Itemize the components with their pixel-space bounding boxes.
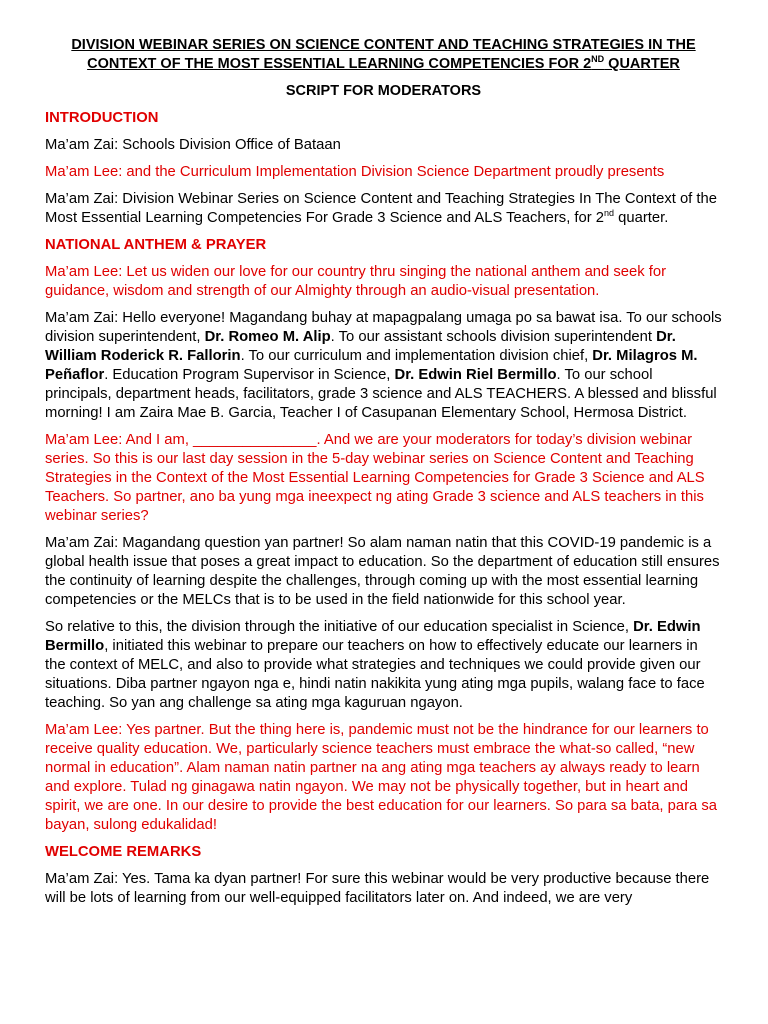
section-heading-introduction: INTRODUCTION xyxy=(45,110,159,126)
paragraph-zai-3: Ma’am Zai: Hello everyone! Magandang buhay at mapagpalang umaga po sa bawat isa. To our schools division superintendent, Dr. Romeo M. Alip. To our assistant schools division superintendent Dr. William Roderick R. Fallorin. To our curriculum and implementation division chief, Dr. Milagros M. Peñaflor. Education Program Supervisor in Science, Dr. Edwin Riel Bermillo. To our school principals, department heads, facilitators, grade 3 science and ALS TEACHERS. A blessed and blissful morning! I am Zaira Mae B. Garcia, Teacher I of Casupanan Elementary School, Hermosa District. xyxy=(45,310,722,421)
paragraph-lee-3: Ma’am Lee: And I am, _______________. And we are your moderators for today’s division webinar series. So this is our last day session in the 5-day webinar series on Science Content and Teaching Strategies in the Context of the Most Essential Learning Competencies for Grade 3 Science and ALS Teachers. So partner, ano ba yung mga ineexpect ng ating Grade 3 science and ALS teachers in this webinar series? xyxy=(45,432,705,524)
paragraph-lee-2: Ma’am Lee: Let us widen our love for our country thru singing the national anthem and seek for guidance, wisdom and strength of our Almighty through an audio-visual presentation. xyxy=(45,264,667,299)
paragraph-zai-5: Ma’am Zai: Yes. Tama ka dyan partner! For sure this webinar would be very productive because there will be lots of learning from our well-equipped facilitators later on. And indeed, we are very xyxy=(45,871,710,906)
paragraph-zai-4: Ma’am Zai: Magandang question yan partner! So alam naman natin that this COVID-19 pandemic is a global health issue that poses a great impact to education. So the department of education still ensures the continuity of learning despite the challenges, through coming up with the most essential learning competencies or the MELCs that is to be used in the field nationwide for this school year. xyxy=(45,535,720,608)
section-heading-welcome: WELCOME REMARKS xyxy=(45,844,202,860)
document-title xyxy=(45,36,722,74)
section-heading-anthem: NATIONAL ANTHEM & PRAYER xyxy=(45,237,267,253)
title-line-2: CONTEXT OF THE MOST ESSENTIAL LEARNING COMPETENCIES FOR 2ND QUARTER xyxy=(87,54,680,72)
paragraph-zai-2: Ma’am Zai: Division Webinar Series on Science Content and Teaching Strategies In The Context of the Most Essential Learning Competencies For Grade 3 Science and ALS Teachers, for 2nd quarter. xyxy=(45,191,717,226)
title-line-1: DIVISION WEBINAR SERIES ON SCIENCE CONTENT AND TEACHING STRATEGIES IN THE xyxy=(71,37,696,53)
document-subtitle: SCRIPT FOR MODERATORS xyxy=(285,83,482,99)
paragraph-zai-1: Ma’am Zai: Schools Division Office of Bataan xyxy=(45,137,341,153)
paragraph-relative: So relative to this, the division through the initiative of our education specialist in Science, Dr. Edwin Bermillo, initiated this webinar to prepare our teachers on how to effectively educate our learners in the context of MELC, and also to provide what strategies and techniques we could provide given our situations. Diba partner ngayon nga e, hindi natin nakikita yung ating mga pupils, walang face to face teaching. So yan ang challenge sa ating mga kaguruan ngayon. xyxy=(45,619,705,711)
paragraph-lee-4: Ma’am Lee: Yes partner. But the thing here is, pandemic must not be the hindrance for our learners to receive quality education. We, particularly science teachers must embrace the what-so called, “new normal in education”. Alam naman natin partner na ang ating mga teachers ay always ready to learn and explore. Tulad ng ginagawa natin ngayon. We may not be physically together, but in heart and spirit, we are one. In our desire to provide the best education for our learners. So para sa bata, para sa bayan, sulong edukalidad! xyxy=(45,722,718,833)
paragraph-lee-1: Ma’am Lee: and the Curriculum Implementation Division Science Department proudly presents xyxy=(45,164,665,180)
